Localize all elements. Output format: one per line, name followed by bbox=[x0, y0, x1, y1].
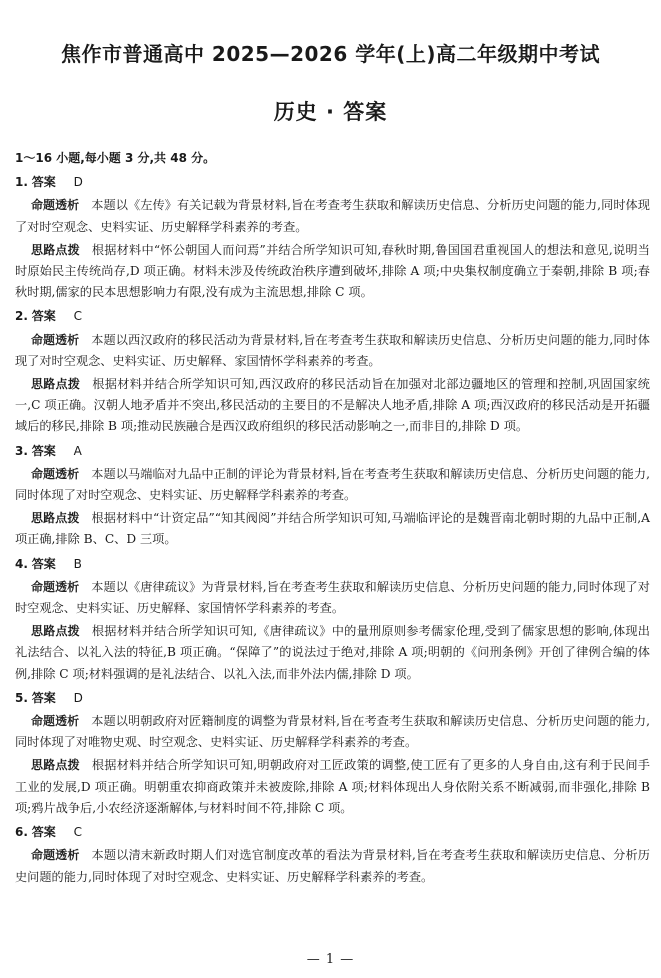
analysis-label: 命题透析 bbox=[31, 466, 80, 481]
question-block bbox=[15, 822, 650, 888]
answer-value: D bbox=[73, 690, 83, 705]
answer-value: C bbox=[73, 309, 82, 324]
hint-text: 根据材料并结合所学知识可知,明朝政府对工匠政策的调整,使工匠有了更多的人身自由,这有利于民间手工业的发展,D 项正确。明朝重农抑商政策并未被废除,排除 A 项;材料体现出人身依附关系不断减弱,而非强化,排除 B 项;鸦片战争后,小农经济逐渐解体,与材料时间不符,排除 C 项。 bbox=[15, 758, 650, 815]
hint-label: 思路点拨 bbox=[31, 511, 80, 526]
analysis-paragraph bbox=[15, 330, 650, 372]
question-header bbox=[15, 172, 650, 193]
question-block bbox=[15, 306, 650, 437]
analysis-label: 命题透析 bbox=[31, 332, 80, 347]
answer-value: A bbox=[73, 443, 82, 458]
answer-value: B bbox=[73, 556, 82, 571]
hint-text: 根据材料并结合所学知识可知,《唐律疏议》中的量刑原则参考儒家伦理,受到了儒家思想的影响,体现出礼法结合、以礼入法的特征,B 项正确。“保障了”的说法过于绝对,排除 A 项;明朝的《问刑条例》开创了律例合编的体例,排除 C 项;材料强调的是礼法结合、以礼入法,而非外法内儒,排除 D 项。 bbox=[15, 624, 650, 681]
answer-value: D bbox=[73, 175, 83, 190]
answer-label: 答案 bbox=[31, 690, 56, 705]
analysis-label: 命题透析 bbox=[31, 198, 80, 213]
hint-paragraph bbox=[15, 621, 650, 685]
answer-content bbox=[15, 148, 650, 888]
question-header bbox=[15, 306, 650, 327]
question-number: 2. bbox=[15, 309, 28, 324]
question-block bbox=[15, 441, 650, 551]
analysis-text: 本题以《左传》有关记载为背景材料,旨在考查考生获取和解读历史信息、分析历史问题的能力,同时体现了对时空观念、史料实证、历史解释学科素养的考查。 bbox=[15, 198, 650, 234]
hint-label: 思路点拨 bbox=[31, 242, 80, 257]
hint-paragraph bbox=[15, 374, 650, 438]
analysis-paragraph bbox=[15, 464, 650, 506]
question-header bbox=[15, 441, 650, 462]
question-number: 6. bbox=[15, 825, 28, 840]
question-number: 3. bbox=[15, 443, 28, 458]
answer-label: 答案 bbox=[31, 556, 56, 571]
answer-label: 答案 bbox=[31, 825, 56, 840]
hint-text: 根据材料中“怀公朝国人而问焉”并结合所学知识可知,春秋时期,鲁国国君重视国人的想法和意见,说明当时原始民主传统尚存,D 项正确。材料未涉及传统政治秩序遭到破坏,排除 A 项;中央集权制度确立于秦朝,排除 B 项;春秋时期,儒家的民本思想影响力有限,没有成为主流思想,排除 C 项。 bbox=[15, 242, 650, 300]
question-number: 1. bbox=[15, 175, 28, 190]
analysis-text: 本题以马端临对九品中正制的评论为背景材料,旨在考查考生获取和解读历史信息、分析历史问题的能力,同时体现了对时空观念、史料实证、历史解释学科素养的考查。 bbox=[15, 466, 650, 503]
question-header bbox=[15, 822, 650, 843]
analysis-paragraph bbox=[15, 711, 650, 753]
answer-label: 答案 bbox=[31, 443, 56, 458]
analysis-text: 本题以清末新政时期人们对选官制度改革的看法为背景材料,旨在考查考生获取和解读历史信息、分析历史问题的能力,同时体现了对时空观念、史料实证、历史解释学科素养的考查。 bbox=[15, 848, 650, 884]
analysis-label: 命题透析 bbox=[31, 579, 80, 594]
hint-text: 根据材料并结合所学知识可知,西汉政府的移民活动旨在加强对北部边疆地区的管理和控制,巩固国家统一,C 项正确。汉朝人地矛盾并不突出,移民活动的主要目的不是解决人地矛盾,排除 A 项;西汉政府的移民活动是开拓疆域后的移民,排除 B 项;推动民族融合是西汉政府组织的移民活动影响之一,而非目的,排除 D 项。 bbox=[15, 377, 650, 434]
question-header bbox=[15, 688, 650, 709]
analysis-text: 本题以明朝政府对匠籍制度的调整为背景材料,旨在考查考生获取和解读历史信息、分析历史问题的能力,同时体现了对唯物史观、时空观念、史料实证、历史解释学科素养的考查。 bbox=[15, 714, 650, 750]
answer-label: 答案 bbox=[31, 309, 56, 324]
analysis-paragraph bbox=[15, 577, 650, 619]
hint-paragraph bbox=[15, 508, 650, 550]
exam-title: 焦作市普通高中 2025—2026 学年(上)高二年级期中考试 bbox=[60, 42, 601, 66]
analysis-label: 命题透析 bbox=[31, 714, 80, 729]
question-header bbox=[15, 554, 650, 575]
answer-value: C bbox=[73, 825, 82, 840]
analysis-label: 命题透析 bbox=[31, 848, 80, 863]
analysis-paragraph bbox=[15, 845, 650, 887]
question-block bbox=[15, 172, 650, 303]
analysis-text: 本题以《唐律疏议》为背景材料,旨在考查考生获取和解读历史信息、分析历史问题的能力,同时体现了对时空观念、史料实证、历史解释、家国情怀学科素养的考查。 bbox=[15, 579, 650, 616]
hint-label: 思路点拨 bbox=[31, 377, 81, 392]
hint-paragraph bbox=[15, 240, 650, 304]
hint-label: 思路点拨 bbox=[31, 758, 80, 773]
subject-subtitle: 历史 · 答案 bbox=[273, 100, 388, 124]
hint-paragraph bbox=[15, 755, 650, 819]
analysis-text: 本题以西汉政府的移民活动为背景材料,旨在考查考生获取和解读历史信息、分析历史问题的能力,同时体现了对时空观念、史料实证、历史解释、家国情怀学科素养的考查。 bbox=[15, 332, 650, 368]
question-number: 5. bbox=[15, 690, 28, 705]
hint-text: 根据材料中“计资定品”“知其阀阅”并结合所学知识可知,马端临评论的是魏晋南北朝时期的九品中正制,A 项正确,排除 B、C、D 三项。 bbox=[15, 511, 650, 547]
answer-label: 答案 bbox=[31, 175, 56, 190]
question-number: 4. bbox=[15, 556, 28, 571]
question-block bbox=[15, 554, 650, 685]
scoring-intro: 1～16 小题,每小题 3 分,共 48 分。 bbox=[15, 151, 216, 165]
question-block bbox=[15, 688, 650, 819]
analysis-paragraph bbox=[15, 195, 650, 237]
hint-label: 思路点拨 bbox=[31, 624, 80, 639]
page-number: — 1 — bbox=[306, 952, 355, 967]
